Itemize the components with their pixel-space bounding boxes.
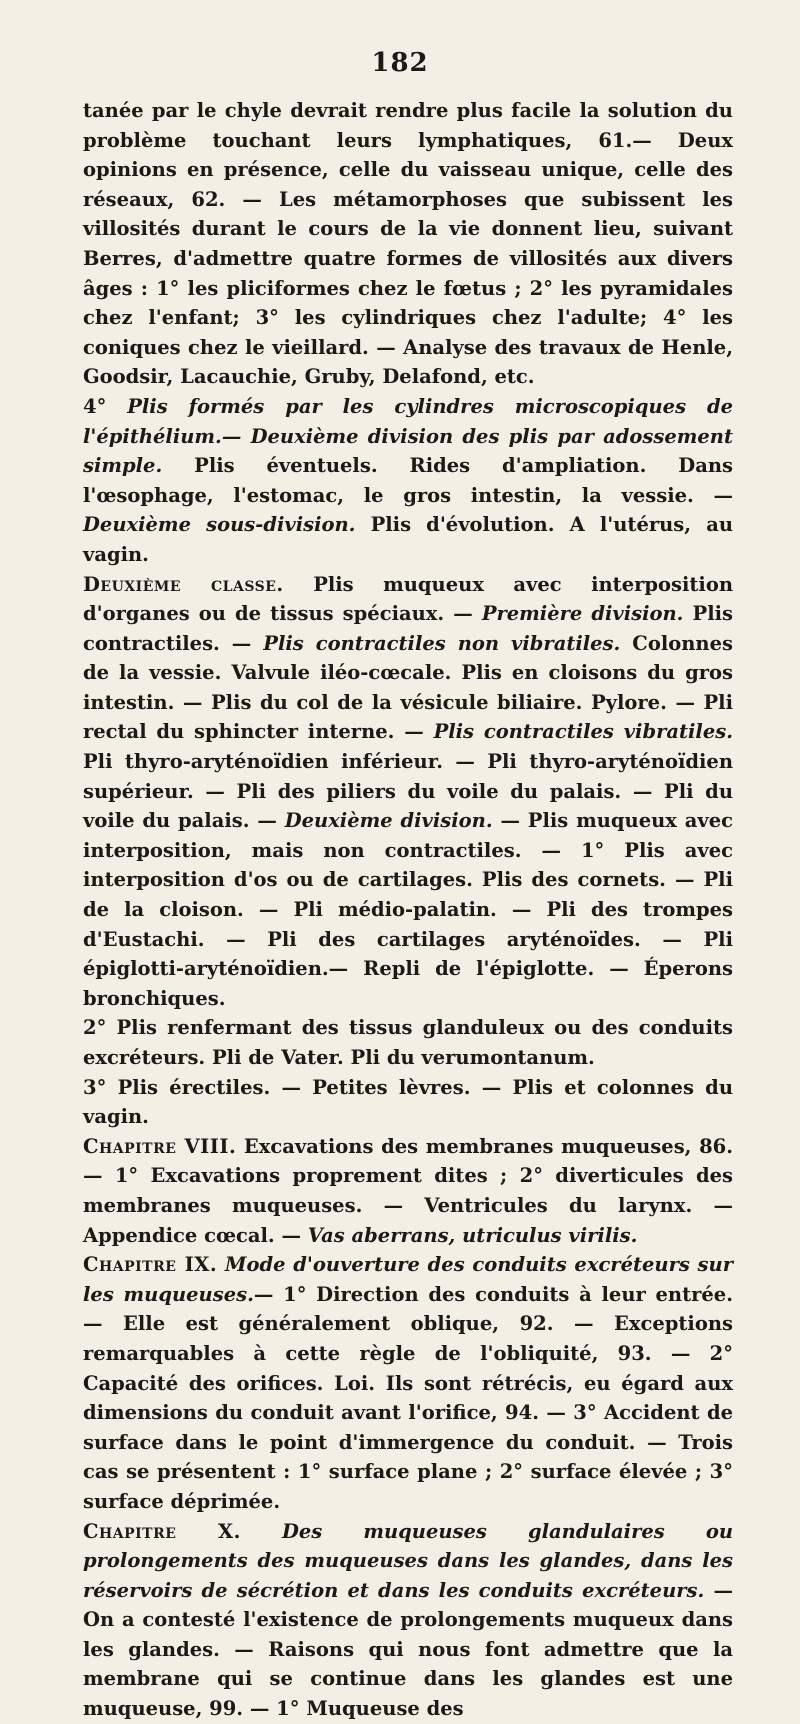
paragraph xyxy=(83,1073,733,1132)
body-text: 4° xyxy=(83,394,128,418)
body-text: tanée par le chyle devrait rendre plus facile la solution du problème touchant leurs lymphatiques, 61.— Deux opinions en présence, celle du vaisseau unique, celle des réseaux, 62. — Les métamorphoses que subissent les villosités durant le cours de la vie donnent lieu, suivant Berres, d'admettre quatre formes de villosités aux divers âges : 1° les pliciformes chez le fœtus ; 2° les pyramidales chez l'enfant; 3° les cylindriques chez l'adulte; 4° les coniques chez le vieillard. — Analyse des travaux de Henle, Goodsir, Lacauchie, Gruby, Delafond, etc. xyxy=(83,99,733,389)
italic-text: Plis formés par les cylindres microscopiques de l'épithélium.— Deuxième division des plis par adossement simple. xyxy=(83,394,733,478)
italic-text: Plis contractiles vibratiles. xyxy=(433,720,733,744)
body-text: Colonnes de la vessie. Valvule iléo-cœcale. Plis en cloisons du gros intestin. — Plis du col de la vésicule biliaire. Pylore. — Pli rectal du sphincter interne. — xyxy=(83,631,733,744)
italic-text: Première division. xyxy=(481,602,684,626)
section-heading: Chapitre VIII. xyxy=(83,1134,237,1158)
italic-text: Deuxième division. xyxy=(284,809,493,833)
section-heading: Chapitre IX. xyxy=(83,1253,218,1277)
italic-text: Mode d'ouverture des conduits excréteurs sur les muqueuses. xyxy=(83,1253,733,1306)
paragraph xyxy=(83,1132,733,1250)
body-text: Plis d'évolution. A l'utérus, au vagin. xyxy=(83,513,734,566)
body-text: — On a contesté l'existence de prolongements muqueux dans les glandes. — Raisons qui nous font admettre que la membrane qui se continue dans les glandes est une muqueuse, 99. — 1° Muqueuse des xyxy=(83,1578,733,1721)
section-heading: Deuxième classe. xyxy=(83,572,284,596)
paragraph xyxy=(83,1517,733,1724)
paragraph xyxy=(83,1013,733,1072)
body-text: — Plis muqueux avec interposition, mais non contractiles. — 1° Plis avec interposition d'os ou de cartilages. Plis des cornets. — Pli de la cloison. — Pli médio-palatin. — Pli des trompes d'Eustachi. — Pli des cartilages aryténoïdes. — Pli épiglotti-aryténoïdien.— Repli de l'épiglotte. — Éperons bronchiques. xyxy=(83,809,733,1010)
italic-text: Des muqueuses glandulaires ou prolongements des muqueuses dans les glandes, dans les réservoirs de sécrétion et dans les conduits excréteurs. xyxy=(83,1519,734,1602)
body-text: Plis muqueux avec interposition d'organes ou de tissus spéciaux. — xyxy=(83,572,733,626)
body-text: Pli thyro-aryténoïdien inférieur. — Pli thyro-aryténoïdien supérieur. — Pli des piliers du voile du palais. — Pli du voile du palais. — xyxy=(83,750,733,833)
body-text: Plis contractiles. — xyxy=(83,602,733,655)
italic-text: Deuxième sous-division. xyxy=(83,513,356,537)
body-text: Excavations des membranes muqueuses, 86. — 1° Excavations proprement dites ; 2° diverticules des membranes muqueuses. — Ventricules du larynx. — Appendice cœcal. — xyxy=(83,1134,733,1247)
paragraph xyxy=(83,96,733,392)
body-text: — 1° Direction des conduits à leur entrée. — Elle est généralement oblique, 92. — Exceptions remarquables à cette règle de l'obliquité, 93. — 2° Capacité des orifices. Loi. Ils sont rétrécis, eu égard aux dimensions du conduit avant l'orifice, 94. — 3° Accident de surface dans le point d'immergence du conduit. — Trois cas se présentent : 1° surface plane ; 2° surface élevée ; 3° surface déprimée. xyxy=(83,1282,733,1513)
body-text xyxy=(217,1253,225,1276)
italic-text: Plis contractiles non vibratiles. xyxy=(263,631,621,655)
body-text xyxy=(241,1520,282,1543)
paragraph xyxy=(83,570,733,1014)
paragraph xyxy=(83,392,733,570)
section-heading: Chapitre X. xyxy=(83,1519,241,1543)
body-text: 3° Plis érectiles. — Petites lèvres. — Plis et colonnes du vagin. xyxy=(83,1075,733,1129)
body-text: 2° Plis renfermant des tissus glanduleux ou des conduits excréteurs. Pli de Vater. Pli du verumontanum. xyxy=(83,1016,733,1069)
italic-text: Vas aberrans, utriculus virilis. xyxy=(307,1223,638,1247)
page-number: 182 xyxy=(371,48,429,78)
text-body xyxy=(83,96,733,1724)
paragraph xyxy=(83,1250,733,1516)
body-text: Plis éventuels. Rides d'ampliation. Dans l'œsophage, l'estomac, le gros intestin, la vessie. — xyxy=(83,454,733,507)
